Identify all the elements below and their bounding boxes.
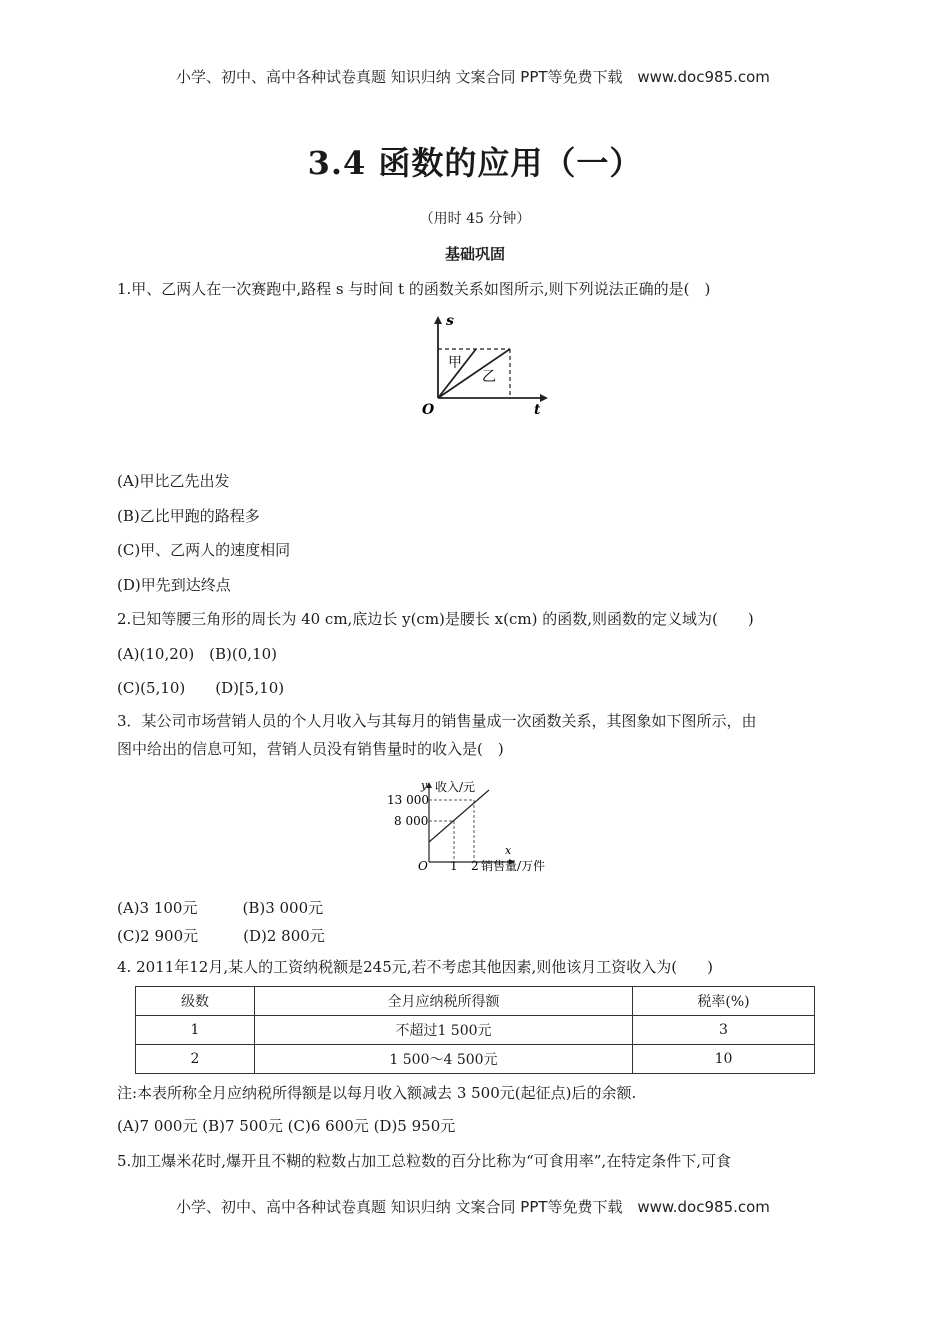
q2-stem: 2.已知等腰三角形的周长为 40 cm,底边长 y(cm)是腰长 x(cm) 的函数,则函数的定义域为( ) <box>117 610 754 628</box>
q3-y-tick-8000: 8 000 <box>394 814 429 828</box>
q1-origin: O <box>422 402 435 418</box>
q4-stem: 4. 2011年12月,某人的工资纳税额是245元,若不考虑其他因素,则他该月工资收入为( ) <box>117 958 713 976</box>
q1-y-label: s <box>446 313 454 329</box>
q1-label-jia: 甲 <box>448 355 462 371</box>
table-header-cell: 税率(%) <box>633 987 815 1016</box>
table-cell: 3 <box>633 1016 815 1045</box>
q1-stem: 1.甲、乙两人在一次赛跑中,路程 s 与时间 t 的函数关系如图所示,则下列说法正确的是( ) <box>117 280 711 298</box>
q3-y-label: 收入/元 <box>435 780 476 794</box>
table-header-cell: 级数 <box>136 987 255 1016</box>
table-cell: 1 500～4 500元 <box>255 1045 633 1074</box>
q3-stem-line2: 图中给出的信息可知，营销人员没有销售量时的收入是( ) <box>117 740 504 758</box>
time-note: （用时 45 分钟） <box>419 211 531 227</box>
q2-options-row1: (A)(10,20) (B)(0,10) <box>117 645 278 663</box>
q3-origin: O <box>418 859 428 873</box>
q3-y-tick-13000: 13 000 <box>387 793 429 807</box>
header-text: 小学、初中、高中各种试卷真题 知识归纳 文案合同 PPT等免费下载 <box>176 68 623 86</box>
q1-label-yi: 乙 <box>482 369 496 385</box>
q2-options-row2: (C)(5,10) (D)[5,10) <box>117 679 285 697</box>
q3-y-symbol: y <box>421 779 428 792</box>
q3-figure <box>385 778 575 874</box>
page-header <box>176 66 770 87</box>
page-footer <box>176 1196 770 1217</box>
q1-option-a: (A)甲比乙先出发 <box>117 472 230 490</box>
q1-figure <box>410 312 550 424</box>
table-row <box>136 1045 815 1074</box>
table-cell: 不超过1 500元 <box>255 1016 633 1045</box>
table-header-cell: 全月应纳税所得额 <box>255 987 633 1016</box>
table-header-row <box>136 987 815 1016</box>
q3-stem-line1: 3．某公司市场营销人员的个人月收入与其每月的销售量成一次函数关系，其图象如下图所示，由 <box>117 712 757 730</box>
q3-x-label: 销售量/万件 <box>481 859 546 873</box>
q1-option-c: (C)甲、乙两人的速度相同 <box>117 541 291 559</box>
q3-options-row2: (C)2 900元 (D)2 800元 <box>117 927 325 945</box>
q3-x-symbol: x <box>505 844 512 857</box>
table-row <box>136 1016 815 1045</box>
footer-text: 小学、初中、高中各种试卷真题 知识归纳 文案合同 PPT等免费下载 <box>176 1198 623 1216</box>
q3-options-row1: (A)3 100元 (B)3 000元 <box>117 899 324 917</box>
q3-income-line <box>429 790 489 842</box>
q1-option-d: (D)甲先到达终点 <box>117 576 231 594</box>
table-cell: 10 <box>633 1045 815 1074</box>
q3-x-tick-2: 2 <box>471 859 479 873</box>
table-cell: 1 <box>136 1016 255 1045</box>
q4-note: 注:本表所称全月应纳税所得额是以每月收入额减去 3 500元(起征点)后的余额. <box>117 1084 637 1102</box>
section-heading: 基础巩固 <box>444 245 505 263</box>
q1-x-label: t <box>534 402 541 418</box>
table-cell: 2 <box>136 1045 255 1074</box>
tax-table <box>135 986 815 1074</box>
q3-x-tick-1: 1 <box>450 859 458 873</box>
page-title: 3.4 函数的应用（一） <box>307 144 643 182</box>
q4-options: (A)7 000元 (B)7 500元 (C)6 600元 (D)5 950元 <box>117 1117 456 1135</box>
q1-option-b: (B)乙比甲跑的路程多 <box>117 507 260 525</box>
q5-stem: 5.加工爆米花时,爆开且不糊的粒数占加工总粒数的百分比称为“可食用率”,在特定条件下,可食 <box>117 1152 731 1170</box>
header-url: www.doc985.com <box>637 68 770 86</box>
footer-url: www.doc985.com <box>637 1198 770 1216</box>
